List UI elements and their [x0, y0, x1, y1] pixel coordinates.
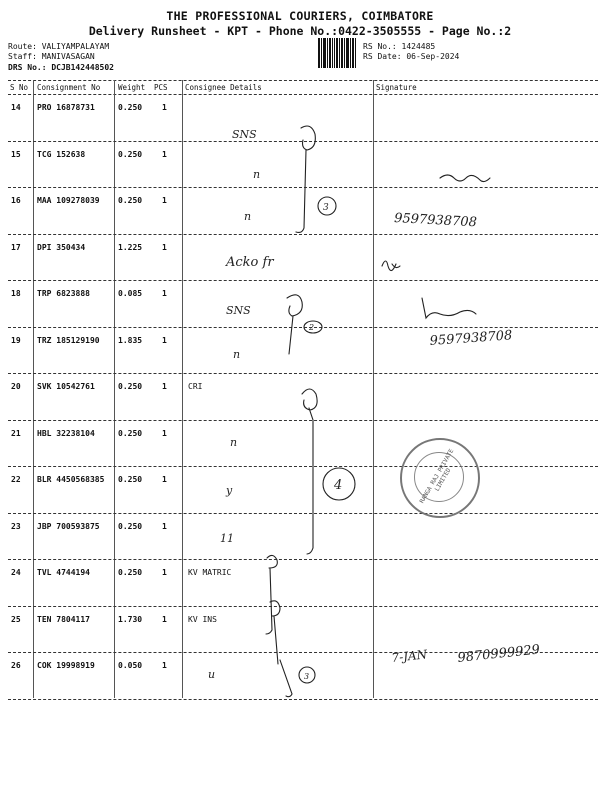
hw-circ-4: 4 [334, 478, 343, 493]
row-pcs: 1 [162, 103, 167, 112]
runsheet-subtitle: Delivery Runsheet - KPT - Phone No.:0422-3505555 - Page No.:2 [88, 24, 512, 38]
hw-sig-tail: 7-JAN [390, 647, 428, 665]
rs-no-label: RS No.: 1424485 [363, 42, 436, 51]
route-label: Route: VALIYAMPALAYAM [8, 42, 110, 51]
row-consignment: BLR 4450568385 [37, 475, 105, 484]
row-sno: 21 [11, 428, 21, 438]
hw-circ-3: 3 [323, 203, 329, 213]
row-sno: 17 [11, 242, 21, 252]
hw-n-4: n [230, 436, 238, 449]
row-pcs: 1 [162, 428, 167, 438]
row-weight: 0.250 [118, 521, 143, 531]
hw-n-3: n [233, 348, 241, 361]
row-pcs: 1 [162, 568, 167, 577]
row-sno: 23 [11, 521, 21, 531]
row-weight: 1.225 [118, 242, 143, 252]
hw-sns-1: SNS [232, 128, 257, 141]
rs-date-label: RS Date: 06-Sep-2024 [363, 52, 460, 61]
row-sno: 25 [11, 614, 21, 624]
row-consignment: TRZ 185129190 [37, 335, 100, 345]
company-title: THE PROFESSIONAL COURIERS, COIMBATORE [166, 9, 434, 23]
hw-n-5: 11 [220, 532, 234, 545]
hw-sns-2: SNS [226, 304, 251, 317]
row-pcs: 1 [162, 661, 167, 670]
row-consignment: JBP 700593875 [37, 521, 100, 531]
row-weight: 1.835 [118, 335, 143, 345]
row-pcs: 1 [162, 149, 167, 159]
hw-n-1: n [253, 168, 261, 181]
col-pcs: PCS [154, 83, 168, 92]
col-consignment: Consignment No [37, 83, 101, 92]
col-consignee: Consignee Details [185, 83, 262, 92]
row-sno: 16 [11, 196, 21, 205]
row-consignment: TVL 4744194 [37, 568, 90, 577]
hw-phone-2: 9597938708 [429, 328, 513, 349]
row-weight: 0.050 [118, 661, 143, 670]
row-consignment: SVK 10542761 [37, 382, 95, 391]
hw-phone-1: 9597938708 [393, 211, 478, 231]
row-weight: 0.250 [118, 103, 143, 112]
row-sno: 26 [11, 661, 21, 670]
row-weight: 0.085 [118, 289, 143, 298]
hw-phone-3: 9870999929 [456, 642, 541, 666]
row-pcs: 1 [162, 242, 167, 252]
row-pcs: 1 [162, 289, 167, 298]
company-stamp: RANGA RAJ PRIVATE LIMITED [400, 438, 480, 518]
hw-circ-2: 2 [309, 323, 315, 332]
row-weight: 0.250 [118, 428, 143, 438]
row-weight: 1.730 [118, 614, 143, 624]
row-weight: 0.250 [118, 149, 143, 159]
hw-y-1: y [226, 484, 233, 497]
row-consignment: TRP 6823888 [37, 289, 90, 298]
row-consignment: MAA 109278039 [37, 196, 100, 205]
row-sno: 19 [11, 335, 21, 345]
row-weight: 0.250 [118, 475, 143, 484]
staff-label: Staff: MANIVASAGAN [8, 52, 95, 61]
row-weight: 0.250 [118, 382, 143, 391]
row-pcs: 1 [162, 614, 167, 624]
row-consignee: KV INS [188, 614, 217, 624]
row-sno: 20 [11, 382, 21, 391]
row-pcs: 1 [162, 382, 167, 391]
row-sno: 15 [11, 149, 21, 159]
hw-circ-3b: 3 [304, 672, 310, 681]
col-signature: Signature [376, 83, 417, 92]
row-pcs: 1 [162, 335, 167, 345]
hw-n-2: n [244, 210, 252, 223]
row-weight: 0.250 [118, 196, 143, 205]
row-consignment: TCG 152638 [37, 149, 86, 159]
row-consignee: KV MATRIC [188, 568, 232, 577]
row-weight: 0.250 [118, 568, 143, 577]
row-sno: 24 [11, 568, 21, 577]
row-consignment: COK 19998919 [37, 661, 95, 670]
col-sno: S No [10, 83, 29, 92]
row-pcs: 1 [162, 196, 167, 205]
row-sno: 22 [11, 475, 21, 484]
row-pcs: 1 [162, 521, 167, 531]
row-consignee: CRI [188, 382, 203, 391]
col-weight: Weight [118, 83, 146, 92]
row-sno: 14 [11, 103, 21, 112]
row-consignment: DPI 350434 [37, 242, 86, 252]
row-consignment: HBL 32238104 [37, 428, 95, 438]
row-sno: 18 [11, 289, 21, 298]
hw-acko: Acko fr [226, 255, 274, 270]
row-consignment: TEN 7804117 [37, 614, 90, 624]
drs-label: DRS No.: DCJB142448502 [8, 63, 114, 72]
hw-u-1: u [208, 668, 216, 681]
row-pcs: 1 [162, 475, 167, 484]
row-consignment: PRO 16878731 [37, 103, 95, 112]
